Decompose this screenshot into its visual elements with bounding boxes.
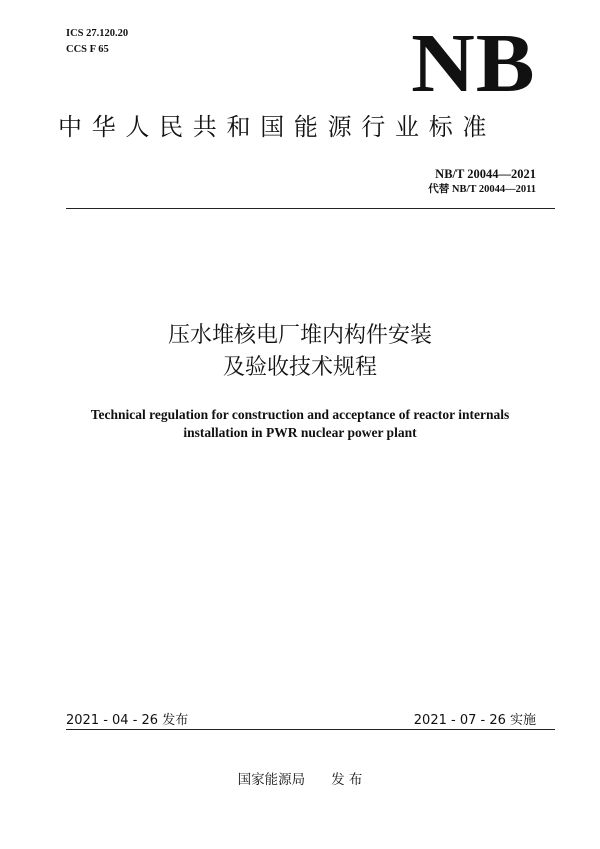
ccs-code: CCS F 65 — [66, 44, 109, 55]
chinese-title-line-1: 压水堆核电厂堆内构件安装 — [167, 323, 432, 348]
organization-title: 中华人民共和国能源行业标准 — [58, 113, 497, 141]
effective-date: 2021 - 07 - 26 实施 — [413, 713, 536, 728]
chinese-title-line-2: 及验收技术规程 — [222, 355, 377, 380]
english-title-line-2: installation in PWR nuclear power plant — [183, 425, 417, 440]
english-title — [0, 406, 600, 442]
issuer — [0, 771, 600, 789]
header-divider — [66, 208, 555, 209]
issuer-name: 国家能源局 — [237, 772, 306, 788]
replaces-standard: 代替 NB/T 20044—2011 — [428, 184, 536, 195]
english-title-line-1: Technical regulation for construction and acceptance of reactor internals — [90, 407, 510, 422]
standard-number-block — [428, 166, 536, 198]
footer-divider — [66, 729, 555, 730]
standard-number: NB/T 20044—2021 — [435, 167, 536, 181]
ics-code: ICS 27.120.20 — [66, 28, 129, 39]
classification-codes — [66, 26, 128, 58]
nb-logo: NB — [411, 17, 536, 110]
chinese-title — [0, 320, 600, 384]
issuer-action: 发 布 — [331, 772, 363, 788]
issue-date: 2021 - 04 - 26 发布 — [66, 713, 189, 728]
